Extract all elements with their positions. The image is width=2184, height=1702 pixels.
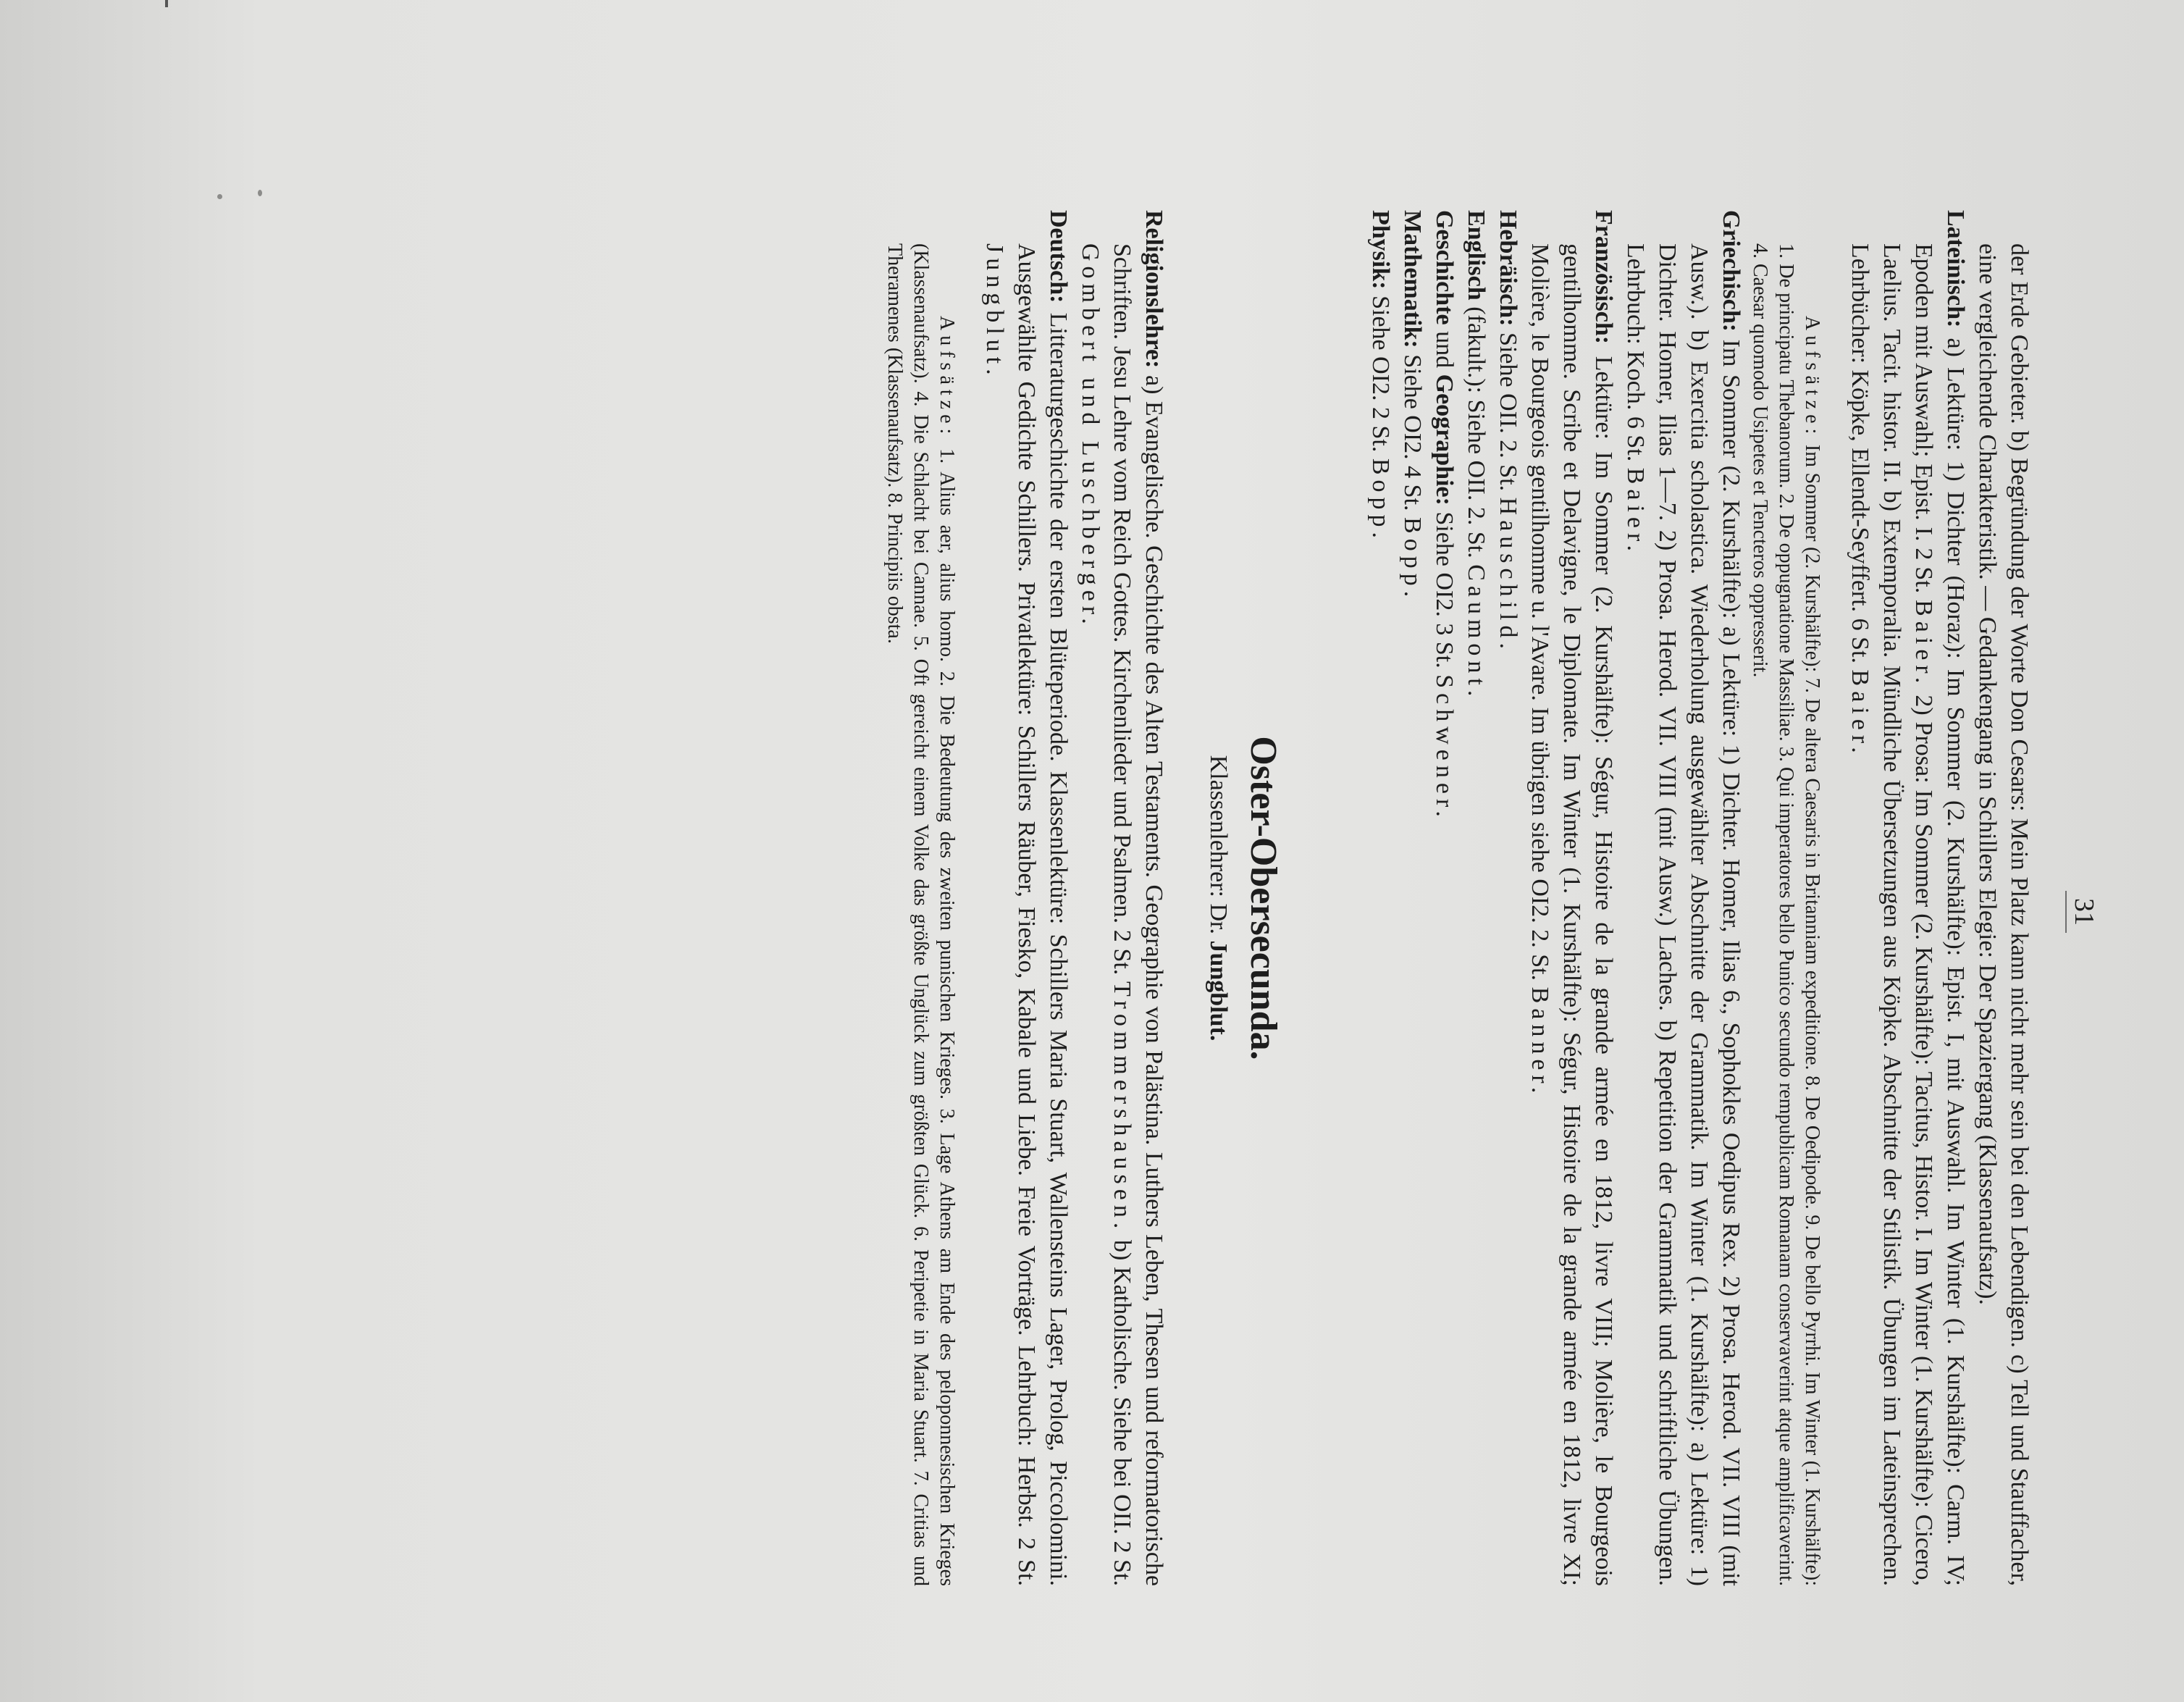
- englisch-text: (fakult.): Siehe OII. 2. St.: [1463, 306, 1490, 558]
- section-heading: Oster-Obersecunda.: [1243, 736, 1284, 1060]
- deutsch-label: Deutsch:: [1045, 210, 1072, 303]
- class-teacher-name: Jungblut.: [1205, 940, 1232, 1041]
- deutsch-aufsaetze-label: Aufsätze:: [936, 316, 958, 440]
- griechisch-teacher: Baier.: [1622, 467, 1649, 556]
- deutsch-paragraph: [978, 210, 1074, 1586]
- class-teacher-prefix: Klassenlehrer: Dr.: [1205, 755, 1232, 934]
- franzoesisch-teacher: Banner.: [1526, 986, 1553, 1099]
- latein-teacher-2: Baier.: [1847, 669, 1873, 758]
- mathematik-text: Siehe OI2. 4 St.: [1399, 354, 1426, 511]
- franzoesisch-paragraph: [1524, 210, 1619, 1586]
- griechisch-paragraph: [1619, 210, 1747, 1586]
- physik-paragraph: [1364, 210, 1396, 1586]
- class-teacher-line: [1204, 210, 1232, 1586]
- latein-text: a) Lektüre: 1) Dichter (Horaz): Im Sommer (2. Kurshälfte): Epist. I, mit Auswahl. Im Winter (1. Kurshälfte): Carm. IV; Epoden mit Auswahl; Epist. I. 2 St.: [1910, 243, 1969, 1586]
- religion-text: a) Evangelische. Geschichte des Alten Testaments. Geographie von Palästina. Luthers Leben, Thesen und reformatorische Schriften. Jesu Lehre vom Reich Gottes. Kirchenlieder und Psalmen. 2 St.: [1109, 243, 1167, 1587]
- religion-text-2: b) Katholische. Siehe bei OII. 2 St.: [1109, 1240, 1135, 1586]
- hebraeisch-text: Siehe OII. 2. St.: [1495, 332, 1521, 492]
- rotated-page: [290, 123, 2143, 1680]
- mathematik-paragraph: [1396, 210, 1428, 1586]
- scan-edge-mark: [165, 0, 168, 7]
- deutsch-teacher: Jungblut.: [981, 243, 1008, 380]
- page-body: [881, 210, 2035, 1586]
- franzoesisch-label: Französisch:: [1590, 210, 1617, 345]
- latein-label: Lateinisch:: [1942, 210, 1969, 328]
- latein-aufsaetze-text: Im Sommer (2. Kurshälfte): 7. De altera Caesaris in Britanniam expeditione. 8. De Oedipode. 9. De bello Pyrrhi. Im Winter (1. Kurshälfte): 1. De principatu Thebanorum. 2. De oppugnatione Massiliae. 3. Qui imperatores bello Punico secundo rempublicam Romanam conservaverint atque amplificaverint. 4. Caesar quomodo Usipetes et Tencteros oppresserit.: [1749, 243, 1823, 1587]
- englisch-paragraph: [1460, 210, 1492, 1586]
- geschichte-teacher: Schwener.: [1431, 674, 1458, 822]
- hebraeisch-paragraph: [1492, 210, 1524, 1586]
- page-number: 31: [2065, 891, 2100, 933]
- religion-paragraph: [1074, 210, 1169, 1586]
- deutsch-aufsaetze: [881, 210, 959, 1586]
- geographie-label: Geographie:: [1431, 374, 1458, 506]
- geschichte-label: Geschichte: [1431, 210, 1458, 325]
- physik-text: Siehe OI2. 2 St.: [1367, 295, 1394, 453]
- latein-text-2: 2) Prosa: Im Sommer (2. Kurshälfte): Tacitus, Histor. I. Im Winter (1. Kurshälfte): Cicero, Laelius. Tacit. histor. II. b) Extemporalia. Mündliche Übersetzungen aus Köpke. Abschnitte der Stilistik. Übungen im Lateinsprechen. Lehrbücher: Köpke, Ellendt-Seyffert. 6 St.: [1847, 243, 1937, 1587]
- latein-aufsaetze-label: Aufsätze:: [1801, 316, 1823, 440]
- physik-teacher: Bopp.: [1367, 458, 1394, 544]
- latein-paragraph: [1844, 210, 1971, 1586]
- deutsch-aufsaetze-text: 1. Alius aer, alius homo. 2. Die Bedeutung des zweiten punischen Krieges. 3. Lage Athens am Ende des peloponnesischen Krieges (Klassenaufsatz). 4. Die Schlacht bei Cannae. 5. Oft gereicht einem Volke das größte Unglück zum größten Glück. 6. Peripetie in Maria Stuart. 7. Critias und Theramenes (Klassenaufsatz). 8. Principiis obsta.: [883, 243, 958, 1586]
- mathematik-label: Mathematik:: [1399, 210, 1426, 348]
- religion-teacher: Trommershausen.: [1109, 981, 1135, 1234]
- hebraeisch-teacher: Hauschild.: [1495, 497, 1521, 654]
- geschichte-text: Siehe OI2. 3 St.: [1431, 511, 1458, 668]
- religion-label: Religionslehre:: [1141, 210, 1167, 369]
- scan-spot: [217, 194, 222, 199]
- latein-aufsaetze: [1747, 210, 1825, 1586]
- hebraeisch-label: Hebräisch:: [1495, 210, 1521, 327]
- englisch-label: Englisch: [1463, 210, 1490, 301]
- griechisch-label: Griechisch:: [1718, 210, 1744, 332]
- griechisch-text: Im Sommer (2. Kurshälfte): a) Lektüre: 1) Dichter. Homer, Ilias 6., Sophokles Oedipus Rex. 2) Prosa. Herod. VII. VIII (mit Ausw.). b) Exercitia scholastica. Wiederholung ausgewählter Abschnitte der Grammatik. Im Winter (1. Kurshälfte): a) Lektüre: 1) Dichter. Homer, Ilias 1—7. 2) Prosa. Herod. VII. VIII (mit Ausw.) Laches. b) Repetition der Grammatik und schriftliche Übungen. Lehrbuch: Koch. 6 St.: [1622, 243, 1744, 1587]
- latein-teacher: Baier.: [1910, 600, 1937, 689]
- deutsch-text: Litteraturgeschichte der ersten Blüteperiode. Klassenlektüre: Schillers Maria Stuart, Wallensteins Lager, Prolog, Piccolomini. Ausgewählte Gedichte Schillers. Privatlektüre: Schillers Räuber, Fiesko, Kabale und Liebe. Freie Vorträge. Lehrbuch: Herbst. 2 St.: [1013, 243, 1072, 1586]
- physik-label: Physik:: [1367, 210, 1394, 290]
- geschichte-und: und: [1431, 331, 1458, 369]
- intro-paragraph: der Erde Gebieter. b) Begründung der Worte Don Cesars: Mein Platz kann nicht mehr sein bei den Lebendigen. c) Tell und Stauffacher, eine vergleichende Charakteristik. — Gedankengang in Schillers Elegie: Der Spaziergang (Klassenaufsatz).: [1974, 243, 2033, 1586]
- mathematik-teacher: Bopp.: [1399, 517, 1426, 603]
- franzoesisch-text: Lektüre: Im Sommer (2. Kurshälfte): Ségur, Histoire de la grande armée en 1812, livre VIII; Molière, le Bourgeois gentilhomme. Scribe et Delavigne, le Diplomate. Im Winter (1. Kurshälfte): Ségur, Histoire de la grande armée en 1812, livre XI; Molière, le Bourgeois gentilhomme u. l'Avare. Im übrigen siehe OI2. 2. St.: [1526, 243, 1617, 1587]
- religion-teacher-2: Gombert und Luschberger.: [1077, 243, 1104, 629]
- geschichte-paragraph: [1428, 210, 1460, 1586]
- englisch-teacher: Caumont.: [1463, 564, 1490, 702]
- scan-spot: [258, 190, 262, 196]
